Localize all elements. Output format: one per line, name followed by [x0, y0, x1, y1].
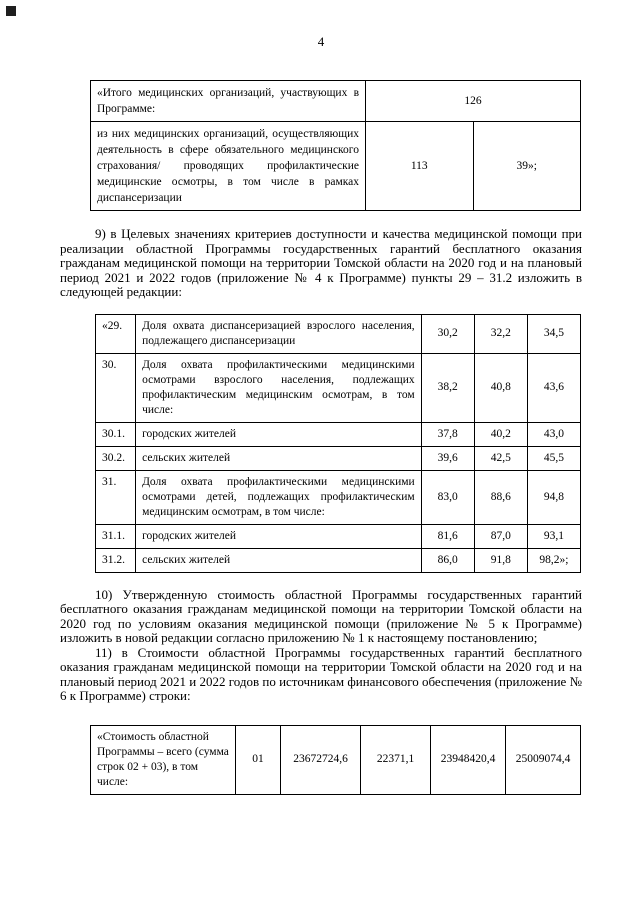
table-cell-value: 86,0	[421, 548, 474, 572]
table-cell-value: 32,2	[474, 314, 527, 353]
table-row	[91, 81, 581, 122]
table-cell-value: 40,8	[474, 353, 527, 422]
scan-corner-mark	[6, 6, 16, 16]
table-cell-number: «29.	[96, 314, 136, 353]
table-cell-label: из них медицинских организаций, осуществляющих деятельность в сфере обязательного медицинского страхования/ проводящих профилактические медицинские осмотры, в том числе в рамках диспансеризации	[91, 122, 366, 211]
table-cell-number: 30.	[96, 353, 136, 422]
table-row	[91, 122, 581, 211]
page-number: 4	[317, 34, 325, 49]
table-cell-number: 30.1.	[96, 422, 136, 446]
table-cell-text: Доля охвата диспансеризацией взрослого населения, подлежащего диспансеризации	[136, 314, 422, 353]
table-cell-value: 98,2»;	[527, 548, 580, 572]
table-cell-value: 93,1	[527, 524, 580, 548]
table-cell-value: 42,5	[474, 446, 527, 470]
paragraph-item-10: 10) Утвержденную стоимость областной Программы государственных гарантий бесплатного оказания гражданам медицинской помощи на территории Томской области на 2020 год по условиям оказания медицинской помощи (приложение № 5 к Программе) изложить в новой редакции согласно приложению № 1 к настоящему постановлению;	[60, 586, 582, 645]
table-row	[96, 446, 581, 470]
table-cell-value: 94,8	[527, 470, 580, 524]
table-cell-value: 34,5	[527, 314, 580, 353]
table-cell-value: 39,6	[421, 446, 474, 470]
table-cell-text: городских жителей	[136, 524, 422, 548]
table-cell-text: Доля охвата профилактическими медицинскими осмотрами детей, подлежащих профилактическим медицинским осмотрам, в том числе:	[136, 470, 422, 524]
table-cell-value: 30,2	[421, 314, 474, 353]
table-row	[96, 548, 581, 572]
table-cell-text: сельских жителей	[136, 446, 422, 470]
table-row	[96, 422, 581, 446]
table-cell-value: 38,2	[421, 353, 474, 422]
table-row	[96, 524, 581, 548]
table-cell-label: «Стоимость областной Программы – всего (сумма строк 02 + 03), в том числе:	[91, 725, 236, 794]
table-cell-value: 91,8	[474, 548, 527, 572]
table-cell-value: 43,6	[527, 353, 580, 422]
table-cell-text: Доля охвата профилактическими медицинскими осмотрами взрослого населения, подлежащих профилактическим медицинским осмотрам, в том числе:	[136, 353, 422, 422]
table-cell-line-code: 01	[236, 725, 281, 794]
table-cell-number: 31.	[96, 470, 136, 524]
table-cell-value: 45,5	[527, 446, 580, 470]
table-row	[96, 470, 581, 524]
table-cell-value: 113	[366, 122, 474, 211]
table-cell-value-merged: 126	[366, 81, 581, 122]
table-cell-text: сельских жителей	[136, 548, 422, 572]
table-cell-label: «Итого медицинских организаций, участвующих в Программе:	[91, 81, 366, 122]
table-row	[96, 314, 581, 353]
table-cell-text: городских жителей	[136, 422, 422, 446]
table-cell-number: 31.1.	[96, 524, 136, 548]
table-cell-value: 39»;	[473, 122, 581, 211]
table-row	[96, 353, 581, 422]
table-cell-value: 25009074,4	[506, 725, 581, 794]
table-cell-value: 37,8	[421, 422, 474, 446]
table-cell-number: 30.2.	[96, 446, 136, 470]
paragraph-item-11: 11) в Стоимости областной Программы государственных гарантий бесплатного оказания гражданам медицинской помощи на территории Томской области на 2020 год и на плановый период 2021 и 2022 годов по источникам финансового обеспечения (приложение № 6 к Программе) строки:	[60, 644, 582, 703]
table-cell-value: 43,0	[527, 422, 580, 446]
target-values-table	[95, 314, 581, 573]
table-cell-value: 83,0	[421, 470, 474, 524]
organizations-total-table	[90, 80, 581, 211]
table-cell-value: 81,6	[421, 524, 474, 548]
table-cell-value: 87,0	[474, 524, 527, 548]
table-row	[91, 725, 581, 794]
table-cell-value: 88,6	[474, 470, 527, 524]
paragraph-item-9: 9) в Целевых значениях критериев доступности и качества медицинской помощи при реализации областной Программы государственных гарантий бесплатного оказания гражданам медицинской помощи на территории Томской области на 2020 год и на плановый период 2021 и 2022 годов (приложение № 4 к Программе) пункты 29 – 31.2 изложить в следующей редакции:	[60, 226, 582, 299]
table-cell-value: 22371,1	[361, 725, 431, 794]
program-cost-table	[90, 725, 581, 795]
table-cell-value: 23948420,4	[431, 725, 506, 794]
table-cell-number: 31.2.	[96, 548, 136, 572]
table-cell-value: 23672724,6	[281, 725, 361, 794]
table-cell-value: 40,2	[474, 422, 527, 446]
